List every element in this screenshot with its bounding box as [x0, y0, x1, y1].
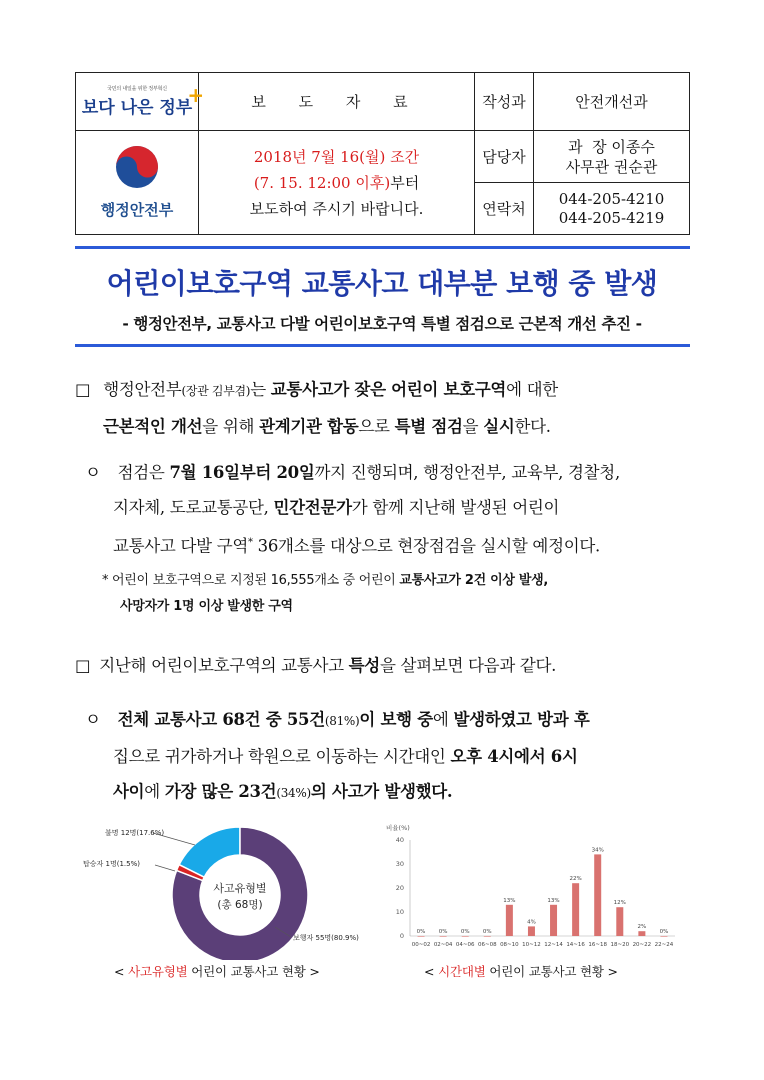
bar-04~06: [462, 936, 469, 937]
donut-label-0: 보행자 55명(80.9%): [293, 934, 359, 942]
bar-16~18: [594, 854, 601, 936]
bar-data-label-02~04: 0%: [438, 929, 448, 935]
donut-center-label-1: 사고유형별: [213, 882, 267, 895]
bar-xtick-00~02: 00~02: [411, 942, 431, 948]
phone-value: [534, 183, 690, 235]
paragraph-3: □ 지난해 어린이보호구역의 교통사고 특성을 살펴보면 다음과 같다.: [75, 656, 557, 675]
bar-data-label-16~18: 34%: [591, 847, 604, 854]
gov-logo-text: 보다 나은 정부 +: [81, 83, 205, 118]
bottom-divider: [75, 344, 690, 347]
bar-xtick-12~14: 12~14: [544, 942, 563, 948]
ministry-logo: [76, 131, 199, 235]
bar-xtick-08~10: 08~10: [500, 942, 519, 948]
contact-person-2: 사무관 권순관: [565, 157, 658, 176]
phone-label: 연락처: [475, 183, 534, 235]
bar-xtick-10~12: 10~12: [522, 942, 541, 948]
bar-xtick-14~16: 14~16: [566, 942, 585, 948]
contact-label: 담당자: [475, 131, 534, 183]
circle-bullet-icon: ㅇ: [85, 710, 101, 729]
taegeuk-icon: [115, 145, 159, 189]
bar-xtick-20~22: 20~22: [632, 942, 652, 948]
gov-logo-caption: 국민의 내일을 위한 정부혁신: [107, 86, 167, 92]
bar-xtick-04~06: 04~06: [455, 942, 475, 948]
bar-ytick-20: 20: [395, 884, 404, 892]
contact-value: [534, 131, 690, 183]
bar-06~08: [484, 936, 491, 937]
top-divider: [75, 246, 690, 249]
bar-ytick-40: 40: [395, 836, 404, 844]
time-of-day-bar-chart: [370, 818, 690, 958]
bar-xtick-18~20: 18~20: [610, 942, 630, 948]
bar-18~20: [616, 907, 623, 936]
bar-ytick-10: 10: [395, 908, 404, 916]
date-line-3: 보도하여 주시기 바랍니다.: [249, 199, 424, 218]
bar-xtick-02~04: 02~04: [433, 942, 453, 948]
author-label: 작성과: [475, 73, 534, 131]
bar-00~02: [418, 936, 425, 937]
bar-ylabel: 비율(%): [386, 824, 410, 832]
circle-bullet-icon: ㅇ: [85, 463, 101, 482]
bar-ytick-30: 30: [395, 860, 404, 868]
bar-data-label-22~24: 0%: [659, 929, 669, 935]
press-release-title: 보 도 자 료: [199, 73, 475, 131]
date-line-1: 2018년 7월 16(월) 조간: [253, 147, 420, 166]
author-value: 안전개선과: [534, 73, 690, 131]
subheadline: - 행정안전부, 교통사고 다발 어린이보호구역 특별 점검으로 근본적 개선 추진 -: [122, 315, 642, 333]
paragraph-4: ㅇ 전체 교통사고 68건 중 55건(81%)이 보행 중에 발생하였고 방과 후 집으로 귀가하거나 학원으로 이동하는 시간대인 오후 4시에서 6시 사이에 가장 많은 23건(34%)의 사고가 발생했다.: [85, 710, 590, 801]
bar-22~24: [660, 936, 667, 937]
bar-data-label-06~08: 0%: [482, 929, 492, 935]
bar-data-label-10~12: 4%: [527, 919, 536, 926]
bar-data-label-12~14: 13%: [547, 897, 560, 904]
footnote: * 어린이 보호구역으로 지정된 16,555개소 중 어린이 교통사고가 2건 이상 발생, 사망자가 1명 이상 발생한 구역: [102, 573, 549, 614]
ministry-name: 행정안전부: [100, 201, 174, 219]
bar-xtick-16~18: 16~18: [588, 942, 608, 948]
bar-data-label-04~06: 0%: [460, 929, 470, 935]
bar-xtick-22~24: 22~24: [654, 942, 674, 948]
donut-leader-1: [155, 865, 175, 871]
phone-2: 044-205-4219: [558, 208, 665, 227]
date-line-2: (7. 15. 12:00 이후)부터: [253, 173, 420, 192]
accident-type-donut-chart: [75, 815, 375, 960]
bar-data-label-08~10: 13%: [503, 897, 516, 904]
bar-20~22: [638, 931, 645, 936]
bar-10~12: [528, 926, 535, 936]
gov-logo: [76, 73, 205, 131]
bar-data-label-00~02: 0%: [416, 929, 426, 935]
bar-xtick-06~08: 06~08: [477, 942, 497, 948]
paragraph-1: □ 행정안전부(장관 김부겸)는 교통사고가 잦은 어린이 보호구역에 대한 근본적인 개선을 위해 관계기관 합동으로 특별 점검을 실시한다.: [75, 380, 558, 436]
donut-caption: < 사고유형별 어린이 교통사고 현황 >: [114, 964, 320, 979]
donut-label-1: 탑승자 1명(1.5%): [83, 860, 140, 868]
donut-center-label-2: (총 68명): [217, 899, 263, 911]
bar-08~10: [506, 905, 513, 936]
bar-data-label-14~16: 22%: [569, 876, 582, 883]
bar-data-label-20~22: 2%: [637, 924, 647, 931]
release-date: [199, 131, 475, 235]
bar-12~14: [550, 905, 557, 936]
bar-02~04: [440, 936, 447, 937]
square-bullet-icon: □: [75, 380, 91, 399]
bar-data-label-18~20: 12%: [613, 900, 626, 907]
bar-14~16: [572, 883, 579, 936]
header-table: [75, 72, 690, 235]
donut-label-2: 불명 12명(17.6%): [105, 829, 165, 837]
square-bullet-icon: □: [75, 656, 91, 675]
headline: 어린이보호구역 교통사고 대부분 보행 중 발생: [106, 267, 658, 300]
bar-caption: < 시간대별 어린이 교통사고 현황 >: [424, 964, 618, 979]
bar-ytick-0: 0: [399, 932, 404, 940]
contact-person-1: 과 장 이종수: [568, 137, 655, 156]
phone-1: 044-205-4210: [558, 189, 665, 208]
paragraph-2: ㅇ 점검은 7월 16일부터 20일까지 진행되며, 행정안전부, 교육부, 경찰청, 지자체, 도로교통공단, 민간전문가가 함께 지난해 발생된 어린이 교통사고 다발 구역* 36개소를 대상으로 현장점검을 실시할 예정이다.: [85, 463, 620, 556]
